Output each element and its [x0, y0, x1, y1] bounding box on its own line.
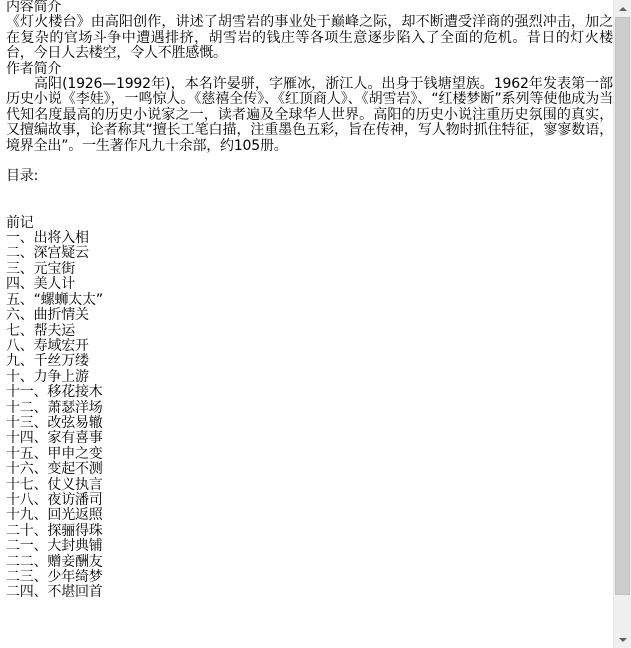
toc-item: 十、力争上游 [6, 368, 89, 385]
toc-item: 九、千丝万缕 [6, 353, 89, 370]
scrollbar-thumb[interactable] [615, 17, 630, 595]
scroll-up-button[interactable] [614, 0, 631, 17]
toc-item: 十六、变起不测 [6, 461, 103, 478]
toc-item: 八、寿域宏开 [6, 337, 89, 354]
toc-item: 十八、夜访潘司 [6, 491, 103, 508]
author-heading: 作者简介 [6, 60, 62, 77]
toc-item: 十四、家有喜事 [6, 430, 103, 447]
toc-item: 十七、仗义执言 [6, 476, 103, 493]
toc-item: 二三、少年绮梦 [6, 569, 103, 585]
toc-item: 二、深宫疑云 [6, 245, 89, 262]
toc-item: 十一、移花接木 [6, 384, 103, 401]
blank-line [6, 154, 613, 169]
toc-item: 二四、不堪回首 [6, 584, 103, 601]
toc-item: 十五、甲申之变 [6, 445, 103, 462]
arrow-down-icon [619, 638, 627, 642]
vertical-scrollbar[interactable] [613, 0, 631, 648]
toc-item: 十三、改弦易辙 [6, 414, 103, 431]
arrow-up-icon [619, 7, 627, 11]
blank-line [6, 185, 613, 216]
toc-item: 七、帮夫运 [6, 322, 75, 339]
intro-paragraph: 《灯火楼台》由高阳创作，讲述了胡雪岩的事业处于巅峰之际，却不断遭受洋商的强烈冲击，加之在复杂的官场斗争中遭遇排挤，胡雪岩的钱庄等各项生意逐步陷入了全面的危机。昔日的灯火楼台，今日人去楼空，令人不胜感慨。 [6, 14, 613, 62]
toc-item: 十二、萧瑟洋场 [6, 399, 103, 416]
toc-item: 十九、回光返照 [6, 507, 103, 524]
toc-item: 二一、大封典铺 [6, 538, 103, 555]
toc-item: 三、元宝街 [6, 260, 75, 277]
toc-item: 二二、赠妾酬友 [6, 553, 103, 570]
toc-item: 六、曲折情关 [6, 307, 89, 324]
toc-heading: 目录: [6, 168, 39, 185]
toc-list [6, 216, 613, 601]
toc-item: 前记 [6, 214, 34, 231]
author-paragraph: 高阳(1926—1992年)，本名许晏骈，字雁冰，浙江人。出身于钱塘望族。1962年发表第一部历史小说《李娃》，一鸣惊人。《慈禧全传》、《红顶商人》、《胡雪岩》、“红楼梦断”系列等使他成为当代知名度最高的历史小说家之一，读者遍及全球华人世界。高阳的历史小说注重历史氛围的真实，又擅编故事，论者称其“擅长工笔白描，注重墨色五彩，旨在传神，写人物时抓住特征，寥寥数语，境界全出”。一生著作凡九十余部，约105册。 [6, 76, 613, 154]
toc-item: 二十、探骊得珠 [6, 522, 103, 539]
toc-item: 四、美人计 [6, 276, 75, 293]
toc-item: 一、出将入相 [6, 230, 89, 247]
toc-item: 五、“螺蛳太太” [6, 291, 103, 308]
intro-heading: 内容简介 [6, 0, 62, 15]
scroll-down-button[interactable] [614, 631, 631, 648]
